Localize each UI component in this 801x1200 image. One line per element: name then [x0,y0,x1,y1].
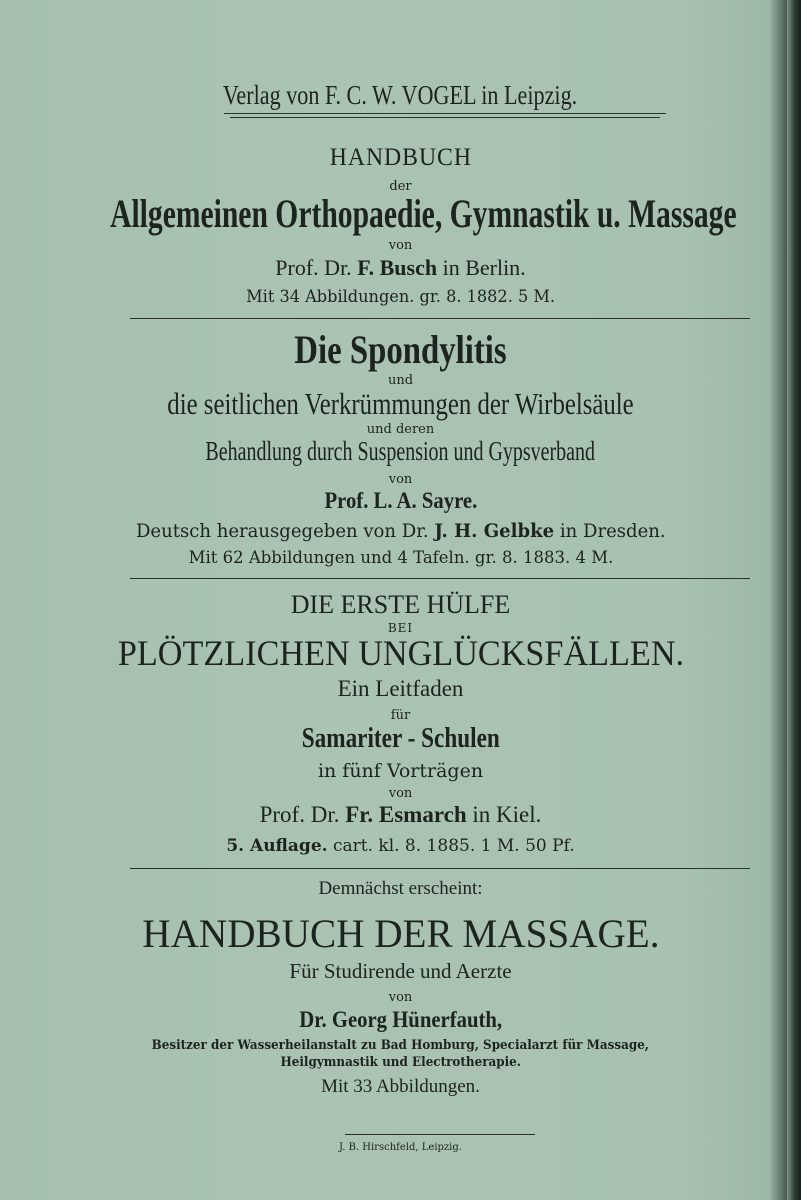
header-underline-2 [230,117,660,118]
divider-1 [130,318,750,319]
book4-author: Dr. Georg Hünerfauth, [299,1007,502,1032]
book1-der: der [389,179,412,194]
header-underline [224,113,666,114]
book1-author: Prof. Dr. F. Busch in Berlin. [275,255,526,280]
book3-sub1: Ein Leitfaden [337,676,464,701]
book1-von: von [388,238,413,253]
book3-author: Prof. Dr. Fr. Esmarch in Kiel. [259,802,542,827]
book2-title-sub: die seitlichen Verkrümmungen der Wirbelsäule [167,386,634,421]
book3-bei: BEI [387,621,414,635]
footer-divider [345,1134,535,1135]
book2-editor: Deutsch herausgegeben von Dr. J. H. Gelbke in Dresden. [135,520,666,542]
book1-title-top: HANDBUCH [329,144,472,171]
book4-affiliation1: Besitzer der Wasserheilanstalt zu Bad Homburg, Specialarzt für Massage, [151,1038,650,1053]
book2-von: von [388,472,413,487]
book3-title-top: DIE ERSTE HÜLFE [290,590,511,619]
book1-details: Mit 34 Abbildungen. gr. 8. 1882. 5 M. [246,287,555,307]
divider-3 [130,868,750,869]
book2-author: Prof. L. A. Sayre. [324,488,477,513]
book3-sub2: Samariter - Schulen [301,722,500,754]
book4-sub1: Für Studirende und Aerzte [289,959,512,983]
book3-von: von [388,786,413,801]
publisher-header [0,80,801,111]
book3-fuer: für [390,708,411,723]
book4-details: Mit 33 Abbildungen. [321,1076,480,1097]
publisher-text: Verlag von F. C. W. VOGEL in Leipzig. [223,80,578,110]
book3-sub3: in fünf Vorträgen [317,760,484,782]
book3-details: 5. Auflage. cart. kl. 8. 1885. 1 M. 50 Pf. [226,836,575,856]
book2-details: Mit 62 Abbildungen und 4 Tafeln. gr. 8. 1883. 4 M. [188,548,613,568]
page-spine-edge [787,0,801,1200]
book2-title-main: Die Spondylitis [294,327,507,372]
book2-title-sub2: Behandlung durch Suspension und Gypsverband [205,436,596,466]
footer-printer: J. B. Hirschfeld, Leipzig. [339,1142,462,1153]
book4-announce: Demnächst erscheint: [318,878,483,899]
book2-und-deren: und deren [366,422,435,437]
book4-affiliation2: Heilgymnastik und Electrotherapie. [280,1055,521,1070]
book3-title-main: PLÖTZLICHEN UNGLÜCKSFÄLLEN. [117,633,684,673]
divider-2 [130,578,750,579]
book1-title-main: Allgemeinen Orthopaedie, Gymnastik u. Massage [110,191,737,236]
book2-und: und [387,373,414,388]
book4-von: von [388,990,413,1005]
book4-title-main: HANDBUCH DER MASSAGE. [141,911,660,956]
